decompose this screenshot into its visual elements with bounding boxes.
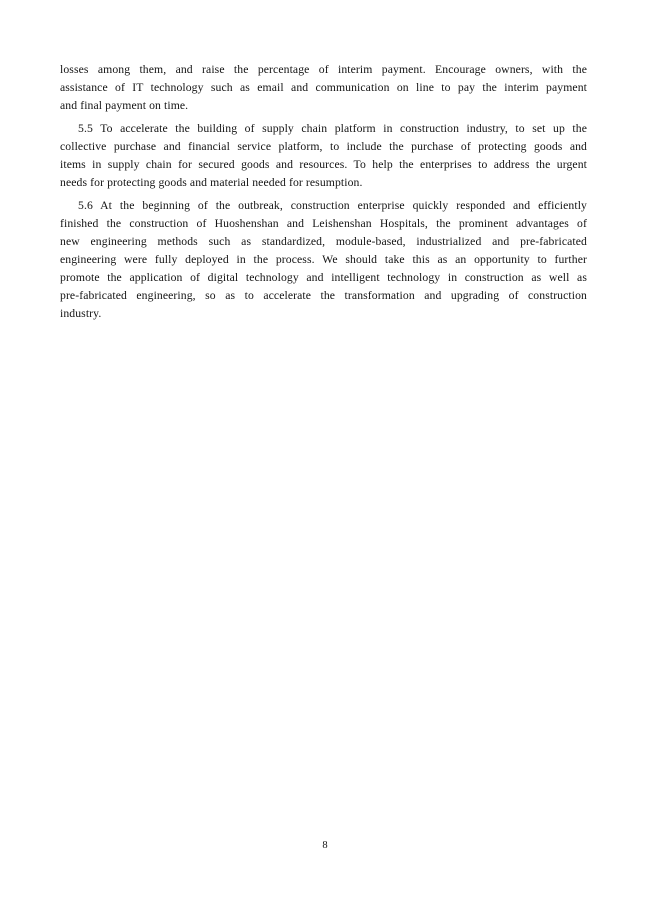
text-line: engineering were fully deployed in the process. We should take this as an opportunity to further: [60, 253, 587, 266]
text-line: items in supply chain for secured goods and resources. To help the enterprises to address the urgent: [60, 158, 587, 171]
paragraph: [60, 61, 587, 115]
text-line: collective purchase and financial service platform, to include the purchase of protecting goods and: [60, 140, 587, 153]
text-line: 5.6 At the beginning of the outbreak, construction enterprise quickly responded and efficiently: [78, 199, 587, 212]
text-line: promote the application of digital technology and intelligent technology in construction as well as: [60, 271, 587, 284]
text-line: needs for protecting goods and material needed for resumption.: [60, 176, 363, 189]
text-line: assistance of IT technology such as email and communication on line to pay the interim payment: [60, 81, 587, 94]
body-text: [60, 61, 587, 323]
text-line: industry.: [60, 307, 102, 320]
text-line: and final payment on time.: [60, 99, 189, 112]
paragraph: [60, 197, 587, 323]
text-line: 5.5 To accelerate the building of supply chain platform in construction industry, to set up the: [78, 122, 587, 135]
text-line: losses among them, and raise the percentage of interim payment. Encourage owners, with the: [60, 63, 587, 76]
text-line: pre-fabricated engineering, so as to accelerate the transformation and upgrading of construction: [60, 289, 587, 302]
paragraph: [60, 120, 587, 192]
text-line: finished the construction of Huoshenshan and Leishenshan Hospitals, the prominent advantages of: [60, 217, 587, 230]
text-line: new engineering methods such as standardized, module-based, industrialized and pre-fabricated: [60, 235, 587, 248]
page-number: 8: [322, 840, 328, 851]
page-footer: [0, 835, 650, 853]
